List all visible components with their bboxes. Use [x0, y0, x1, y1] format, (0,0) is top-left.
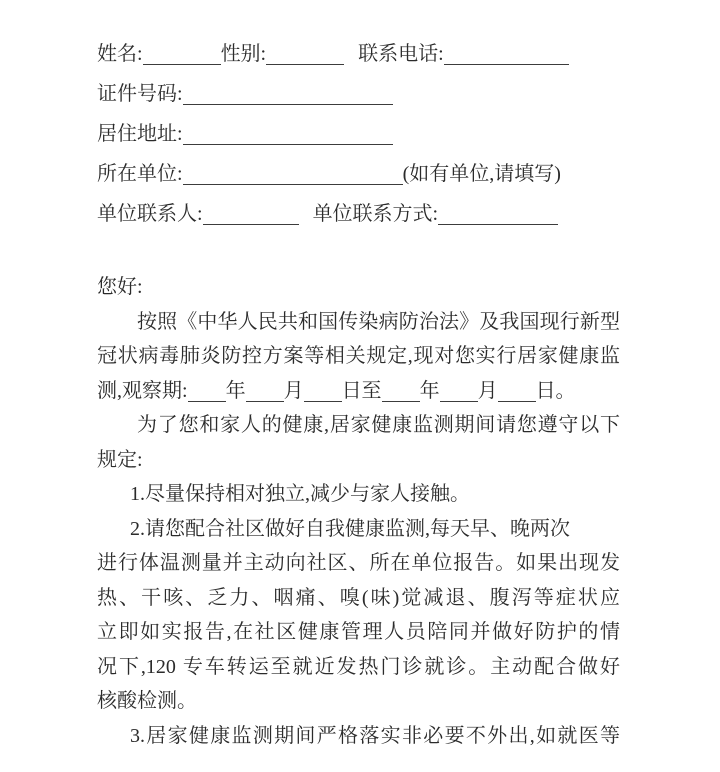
id-number-label: 证件号码: [97, 83, 183, 105]
name-label: 姓名: [97, 43, 143, 65]
form-line-id-number [97, 74, 637, 114]
rule-2-line-2: 进行体温测量并主动向社区、所在单位报告。如果出现发 [97, 552, 620, 574]
obs-year1-unit: 年 [225, 379, 246, 402]
employer-blank-field[interactable] [183, 164, 403, 185]
rules-intro-line-1: 为了您和家人的健康,居家健康监测期间请您遵守以下 [137, 414, 620, 436]
obs-year1-blank-field[interactable] [188, 381, 226, 402]
rule-2-line-6: 核酸检测。 [97, 690, 197, 712]
obs-year2-unit: 年 [419, 379, 440, 402]
rule-2-line-3: 热、干咳、乏力、咽痛、嗅(味)觉减退、腹泻等症状应 [97, 586, 620, 609]
phone-blank-field[interactable] [444, 44, 569, 65]
unit-contact-method-label: 单位联系方式: [312, 203, 439, 225]
letter-body-block [97, 270, 620, 753]
obs-month1-blank-field[interactable] [246, 381, 284, 402]
unit-contact-label: 单位联系人: [97, 203, 203, 225]
address-blank-field[interactable] [183, 124, 393, 145]
employer-note: (如有单位,请填写) [402, 163, 561, 185]
phone-label: 联系电话: [358, 43, 444, 65]
obs-day2-unit: 日。 [535, 379, 576, 402]
employer-label: 所在单位: [97, 163, 183, 185]
obs-day1-unit: 日至 [341, 379, 382, 402]
address-label: 居住地址: [97, 123, 183, 145]
obs-month2-blank-field[interactable] [440, 381, 478, 402]
intro-line-1: 按照《中华人民共和国传染病防治法》及我国现行新型 [137, 310, 620, 333]
obs-month2-unit: 月 [477, 379, 498, 402]
rule-2-line-4: 立即如实报告,在社区健康管理人员陪同并做好防护的情 [97, 621, 620, 643]
gender-label: 性别: [220, 43, 267, 65]
intro-line-2: 冠状病毒肺炎防控方案等相关规定,现对您实行居家健康监 [97, 345, 620, 367]
greeting-line: 您好: [97, 276, 143, 298]
form-line-employer [97, 154, 637, 194]
obs-day2-blank-field[interactable] [498, 381, 536, 402]
id-number-blank-field[interactable] [183, 84, 393, 105]
form-line-address [97, 114, 637, 154]
form-header-block [97, 34, 637, 234]
rule-2-line-5: 况下,120 专车转运至就近发热门诊就诊。主动配合做好 [97, 655, 620, 678]
unit-contact-blank-field[interactable] [203, 204, 299, 225]
name-blank-field[interactable] [143, 44, 221, 65]
form-line-name-gender-phone [97, 34, 637, 74]
obs-year2-blank-field[interactable] [382, 381, 420, 402]
form-line-unit-contact [97, 194, 637, 234]
gender-blank-field[interactable] [266, 44, 344, 65]
unit-contact-method-blank-field[interactable] [438, 204, 558, 225]
rule-3-line-1: 3.居家健康监测期间严格落实非必要不外出,如就医等 [130, 724, 620, 747]
obs-month1-unit: 月 [283, 379, 304, 402]
observation-period-line [97, 374, 620, 409]
rule-1-line: 1.尽量保持相对独立,减少与家人接触。 [130, 483, 470, 505]
rule-2-line-1: 2.请您配合社区做好自我健康监测,每天早、晚两次 [130, 517, 570, 540]
observation-prefix: 测,观察期: [97, 379, 188, 402]
obs-day1-blank-field[interactable] [304, 381, 342, 402]
rules-intro-line-2: 规定: [97, 448, 143, 471]
